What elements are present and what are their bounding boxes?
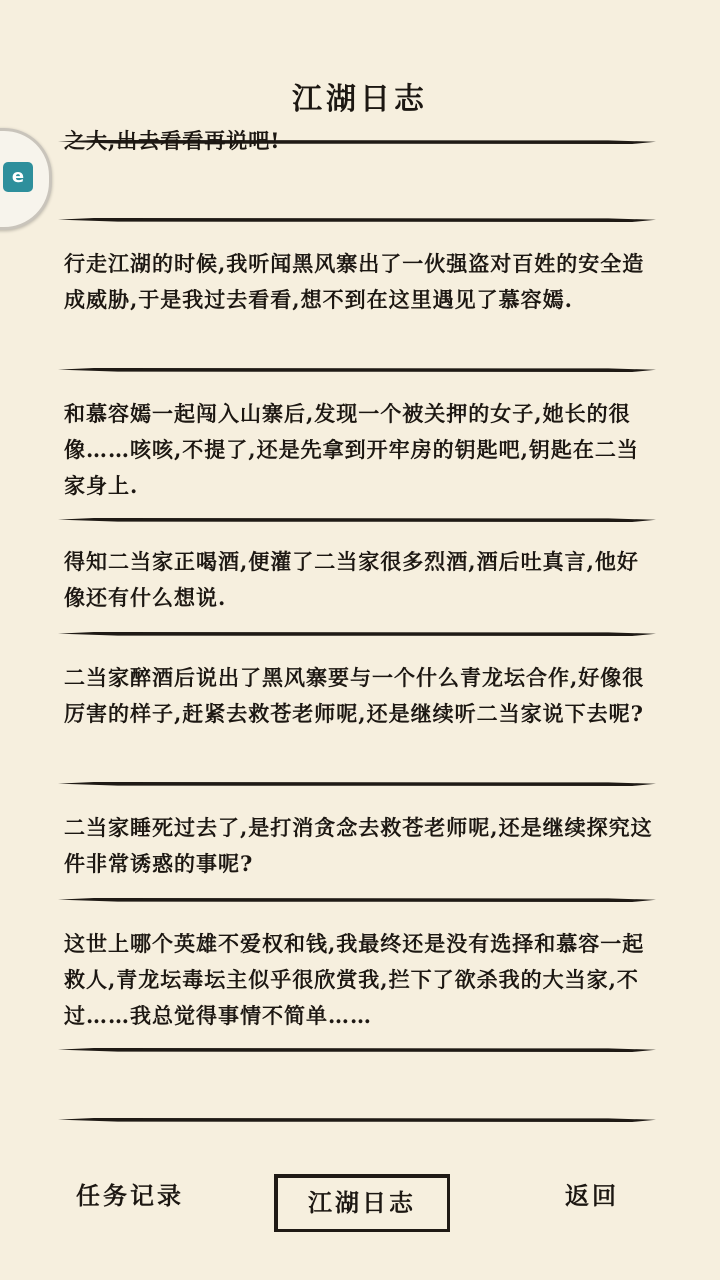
divider xyxy=(58,368,656,372)
nav-journal-button[interactable]: 江湖日志 xyxy=(274,1174,450,1232)
divider xyxy=(58,782,656,786)
journal-entry: 这世上哪个英雄不爱权和钱,我最终还是没有选择和慕容一起救人,青龙坛毒坛主似乎很欣赏我,拦下了欲杀我的大当家,不过……我总觉得事情不简单…… xyxy=(64,931,645,1028)
app-badge-icon: e xyxy=(3,162,33,192)
journal-entry: 二当家醉酒后说出了黑风寨要与一个什么青龙坛合作,好像很厉害的样子,赶紧去救苍老师呢,还是继续听二当家说下去呢? xyxy=(64,665,645,726)
back-button[interactable]: 返回 xyxy=(565,1181,619,1210)
divider xyxy=(58,898,656,902)
divider xyxy=(58,1048,656,1052)
journal-entry: 和慕容嫣一起闯入山寨后,发现一个被关押的女子,她长的很像……咳咳,不提了,还是先拿到开牢房的钥匙吧,钥匙在二当家身上. xyxy=(64,401,639,498)
nav-tasks-button[interactable]: 任务记录 xyxy=(76,1181,184,1210)
divider xyxy=(58,218,656,222)
journal-entry-text: 之大,出去看看再说吧! xyxy=(64,128,281,153)
journal-entry-partial xyxy=(64,128,654,199)
journal-entry: 得知二当家正喝酒,便灌了二当家很多烈酒,酒后吐真言,他好像还有什么想说. xyxy=(64,549,639,610)
divider xyxy=(58,1118,656,1122)
journal-entry: 行走江湖的时候,我听闻黑风寨出了一伙强盗对百姓的安全造成威胁,于是我过去看看,想不到在这里遇见了慕容嫣. xyxy=(64,251,645,312)
side-floating-tab[interactable] xyxy=(0,128,52,230)
page-title: 江湖日志 xyxy=(292,82,428,117)
divider xyxy=(58,632,656,636)
journal-entry: 二当家睡死过去了,是打消贪念去救苍老师呢,还是继续探究这件非常诱惑的事呢? xyxy=(64,815,653,876)
divider xyxy=(58,518,656,522)
